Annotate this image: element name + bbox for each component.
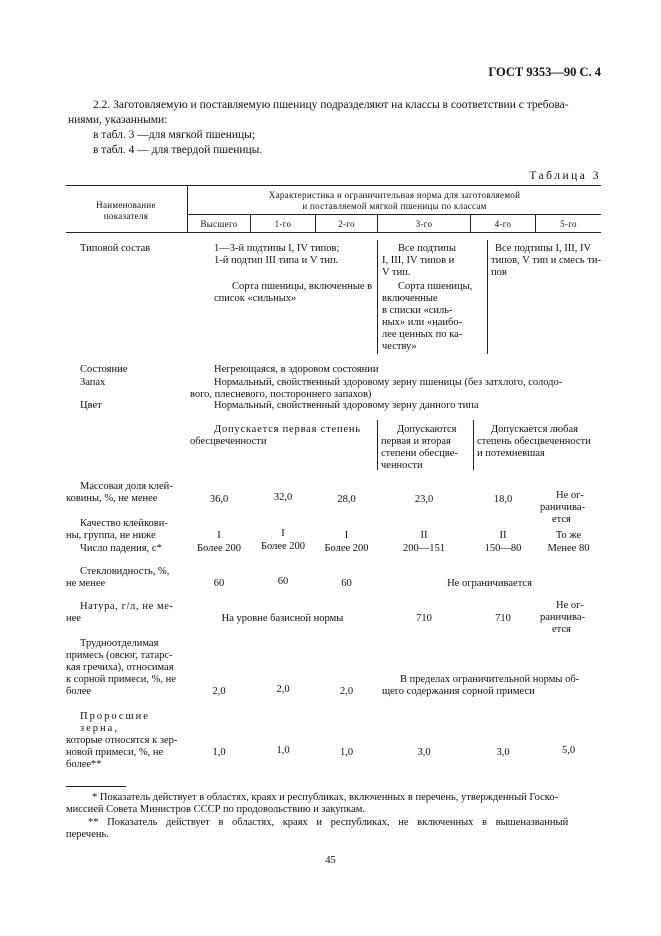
row-label-type: Типовой состав [80, 243, 151, 254]
intro-line-2: ниями, указанными: [68, 114, 168, 126]
sprouted-2: 1,0 [339, 747, 354, 758]
table-top-rule [66, 185, 601, 186]
header-class-1: 1-го [274, 219, 292, 229]
intro-line-4: в табл. 4 — для твердой пшеницы. [93, 144, 263, 156]
type-divider [377, 240, 378, 354]
table-caption: Таблица 3 [529, 170, 601, 182]
vitreousness-rest: Не ограничивается [447, 578, 532, 589]
row-label-gluten: Массовая доля клей- ковины, %, не менее [66, 481, 173, 504]
footnote-rule [66, 786, 126, 787]
gluten-5: Не ог- раничива- ется [540, 490, 586, 525]
row-label-smell: Запах [80, 377, 106, 388]
gluten-quality-4: II [499, 530, 507, 541]
color-value: Нормальный, свойственный здоровому зерну данного типа [214, 400, 479, 411]
gluten-2: 28,0 [337, 494, 356, 505]
gluten-quality-3: II [420, 530, 428, 541]
sprouted-5: 5,0 [561, 745, 576, 756]
header-name-col: Наименование показателя [96, 200, 156, 221]
header-bottom-rule [66, 232, 601, 233]
gluten-4: 18,0 [493, 494, 513, 505]
header-class-5: 5-го [560, 219, 577, 229]
type-classes-45: Все подтипы I, III, IV типов, V тип и смесь ти- пов [491, 243, 602, 278]
impurity-1: 2,0 [276, 684, 290, 695]
header-class-3: 3-го [415, 219, 433, 229]
gluten-3: 23,0 [414, 494, 434, 505]
color-classes-45: Допускается любая степень обесцвеченности и потемневшая [477, 424, 591, 459]
sprouted-1: 1,0 [276, 745, 290, 756]
impurity-rest: В пределах ограничительной нормы об- щего содержания сорной примеси [382, 674, 580, 697]
smell-value: Нормальный, свойственный здоровому зерну пшеницы (без затхлого, солодо- вого, плесневого, постороннего запахов) [190, 377, 563, 400]
row-label-impurity: Трудноотделимая примесь (овсюг, татарс- кая гречиха), относимая к сорной примеси, %, не более [66, 638, 176, 697]
sprouted-3: 3,0 [417, 747, 431, 758]
row-label-vitreousness: Стекловидность, %, не менее [66, 566, 170, 589]
row-label-sprouted: Проросшие зерна, которые относятся к зер- новой примеси, %, не более** [66, 711, 178, 770]
row-label-test-weight: Натура, г/л, не ме- нее [66, 601, 174, 624]
type-divider [487, 240, 488, 354]
type-class-3: Все подтипы I, III, IV типов и V тип. [382, 243, 456, 278]
sprouted-4: 3,0 [496, 747, 510, 758]
vitreousness-top: 60 [213, 578, 225, 589]
document-reference: ГОСТ 9353—90 С. 4 [488, 65, 601, 79]
gluten-quality-5: То же [555, 530, 582, 541]
intro-line-3: в табл. 3 —для мягкой пшеницы; [93, 129, 256, 141]
test-weight-3: 710 [416, 613, 432, 624]
vitreousness-2: 60 [341, 578, 352, 589]
row-label-falling-number: Число падения, с* [80, 543, 162, 554]
color-divider [473, 420, 474, 470]
row-label-color: Цвет [80, 400, 102, 411]
intro-line-1: 2.2. Заготовляемую и поставляемую пшеницу подразделяют на классы в соответствии с требова- [93, 99, 569, 111]
falling-number-top: Более 200 [196, 543, 242, 554]
gluten-1: 32,0 [273, 492, 293, 503]
gluten-quality-2: I [344, 530, 349, 541]
page-number: 45 [325, 855, 336, 866]
color-classes-012: Допускается первая степень обесцвеченности [190, 424, 361, 447]
test-weight-5: Не ог- раничива- ется [540, 600, 586, 635]
type-class-3-varieties: Сорта пшеницы, включенные в списки «силь- ных» или «наибо- лее ценных по ка- честву» [382, 281, 473, 352]
header-group: Характеристика и ограничительная норма для заготовляемой и поставляемой мягкой пшеницы по классам [268, 190, 521, 211]
sprouted-top: 1,0 [212, 747, 226, 758]
impurity-2: 2,0 [339, 686, 354, 697]
falling-number-2: Более 200 [324, 543, 369, 554]
footnote-2: ** Показатель действует в областях, краях и республиках, не включенных в вышеназванный перечень. [66, 817, 569, 840]
falling-number-1: Более 200 [260, 541, 306, 552]
vitreousness-1: 60 [277, 576, 289, 587]
gluten-top: 36,0 [209, 494, 229, 505]
type-classes-012-varieties: Сорта пшеницы, включенные в список «сильных» [214, 281, 373, 304]
header-class-top: Высшего [200, 219, 238, 229]
state-value: Негреющаяся, в здоровом состоянии [214, 364, 379, 375]
test-weight-classes-012: На уровне базисной нормы [221, 613, 344, 624]
test-weight-4: 710 [495, 613, 511, 624]
falling-number-3: 200—151 [403, 543, 445, 554]
header-class-4: 4-го [494, 219, 512, 229]
header-class-2: 2-го [338, 219, 355, 229]
row-label-state: Состояние [80, 364, 128, 375]
type-classes-012: 1—3-й подтипы I, IV типов; 1-й подтип III типа и V тип. [214, 243, 340, 266]
falling-number-5: Менее 80 [547, 543, 590, 554]
footnote-1: * Показатель действует в областях, краях и республиках, включенных в перечень, утвержденный Госко- миссией Совета Министров СССР по продовольствию и закупкам. [66, 792, 559, 815]
color-divider [377, 420, 378, 470]
row-label-gluten-quality: Качество клейкови- ны, группа, не ниже [66, 518, 168, 541]
color-class-3: Допускаются первая и вторая степени обесцве- ченности [381, 424, 458, 471]
gluten-quality-top: I [217, 530, 221, 541]
impurity-top: 2,0 [212, 686, 226, 697]
falling-number-4: 150—80 [484, 543, 522, 554]
gluten-quality-1: I [281, 528, 285, 539]
